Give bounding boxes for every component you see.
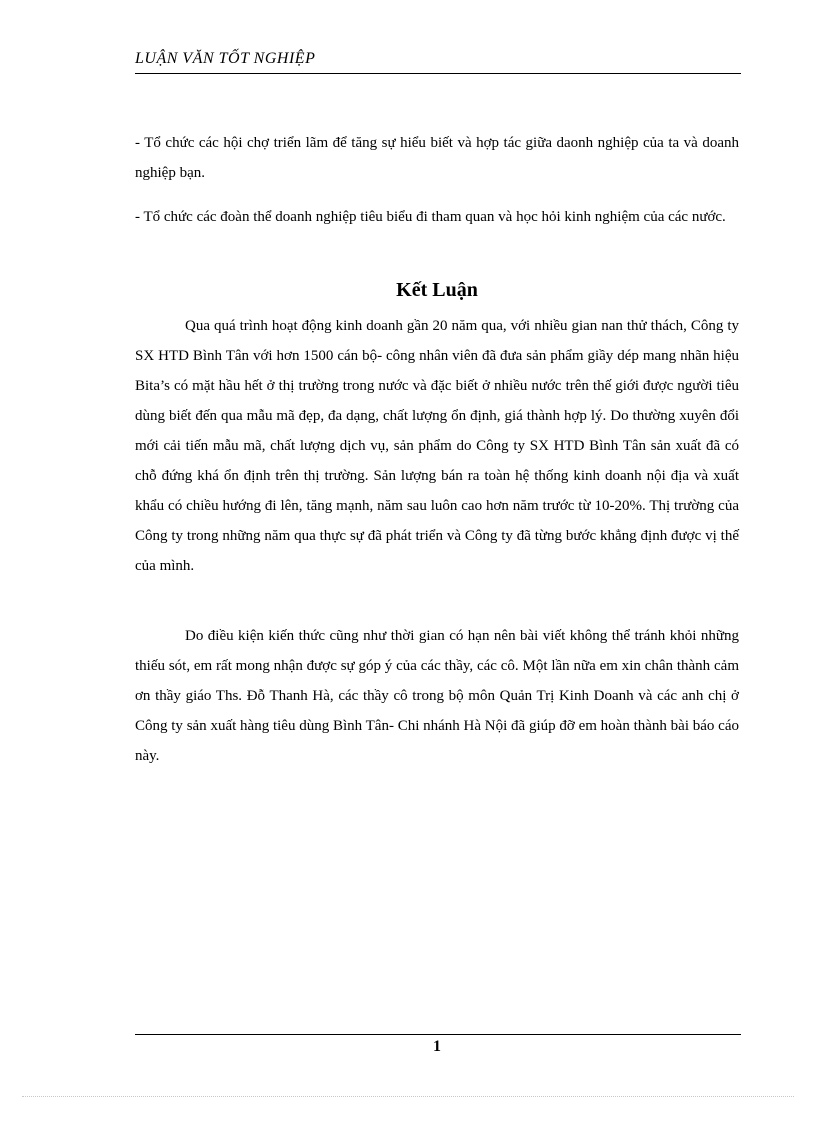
header-rule bbox=[135, 73, 741, 74]
bullet-item: - Tổ chức các hội chợ triển lãm để tăng sự hiểu biết và hợp tác giữa daonh nghiệp của ta và doanh nghiệp bạn. bbox=[135, 135, 739, 181]
conclusion-paragraph: Do điều kiện kiến thức cũng như thời gian có hạn nên bài viết không thể tránh khỏi những thiếu sót, em rất mong nhận được sự góp ý của các thầy, các cô. Một lần nữa em xin chân thành cảm ơn thầy giáo Ths. Đỗ Thanh Hà, các thầy cô trong bộ môn Quản Trị Kinh Doanh và các anh chị ở Công ty sản xuất hàng tiêu dùng Bình Tân- Chi nhánh Hà Nội đã giúp đỡ em hoàn thành bài báo cáo này. bbox=[135, 628, 739, 764]
page-header-title: LUẬN VĂN TỐT NGHIỆP bbox=[135, 50, 316, 67]
page-number: 1 bbox=[433, 1038, 441, 1055]
page-bottom-border bbox=[22, 1096, 794, 1097]
footer-rule bbox=[135, 1034, 741, 1035]
section-heading: Kết Luận bbox=[396, 279, 478, 301]
bullet-item: - Tổ chức các đoàn thể doanh nghiệp tiêu biểu đi tham quan và học hỏi kinh nghiệm của các nước. bbox=[135, 209, 726, 225]
conclusion-paragraph: Qua quá trình hoạt động kinh doanh gần 20 năm qua, với nhiều gian nan thử thách, Công ty SX HTD Bình Tân với hơn 1500 cán bộ- công nhân viên đã đưa sản phẩm giầy dép mang nhãn hiệu Bita’s có mặt hầu hết ở thị trường trong nước và đặc biết ở nhiều nước trên thế giới được người tiêu dùng biết đến qua mẫu mã đẹp, đa dạng, chất lượng ổn định, giá thành hợp lý. Do thường xuyên đổi mới cải tiến mẫu mã, chất lượng dịch vụ, sản phẩm do Công ty SX HTD Bình Tân sản xuất đã có chỗ đứng khá ổn định trên thị trường. Sản lượng bán ra toàn hệ thống kinh doanh nội địa và xuất khẩu có chiều hướng đi lên, tăng mạnh, năm sau luôn cao hơn năm trước từ 10-20%. Thị trường của Công ty trong những năm qua thực sự đã phát triển và Công ty đã từng bước khẳng định được vị thế của mình. bbox=[135, 318, 739, 574]
